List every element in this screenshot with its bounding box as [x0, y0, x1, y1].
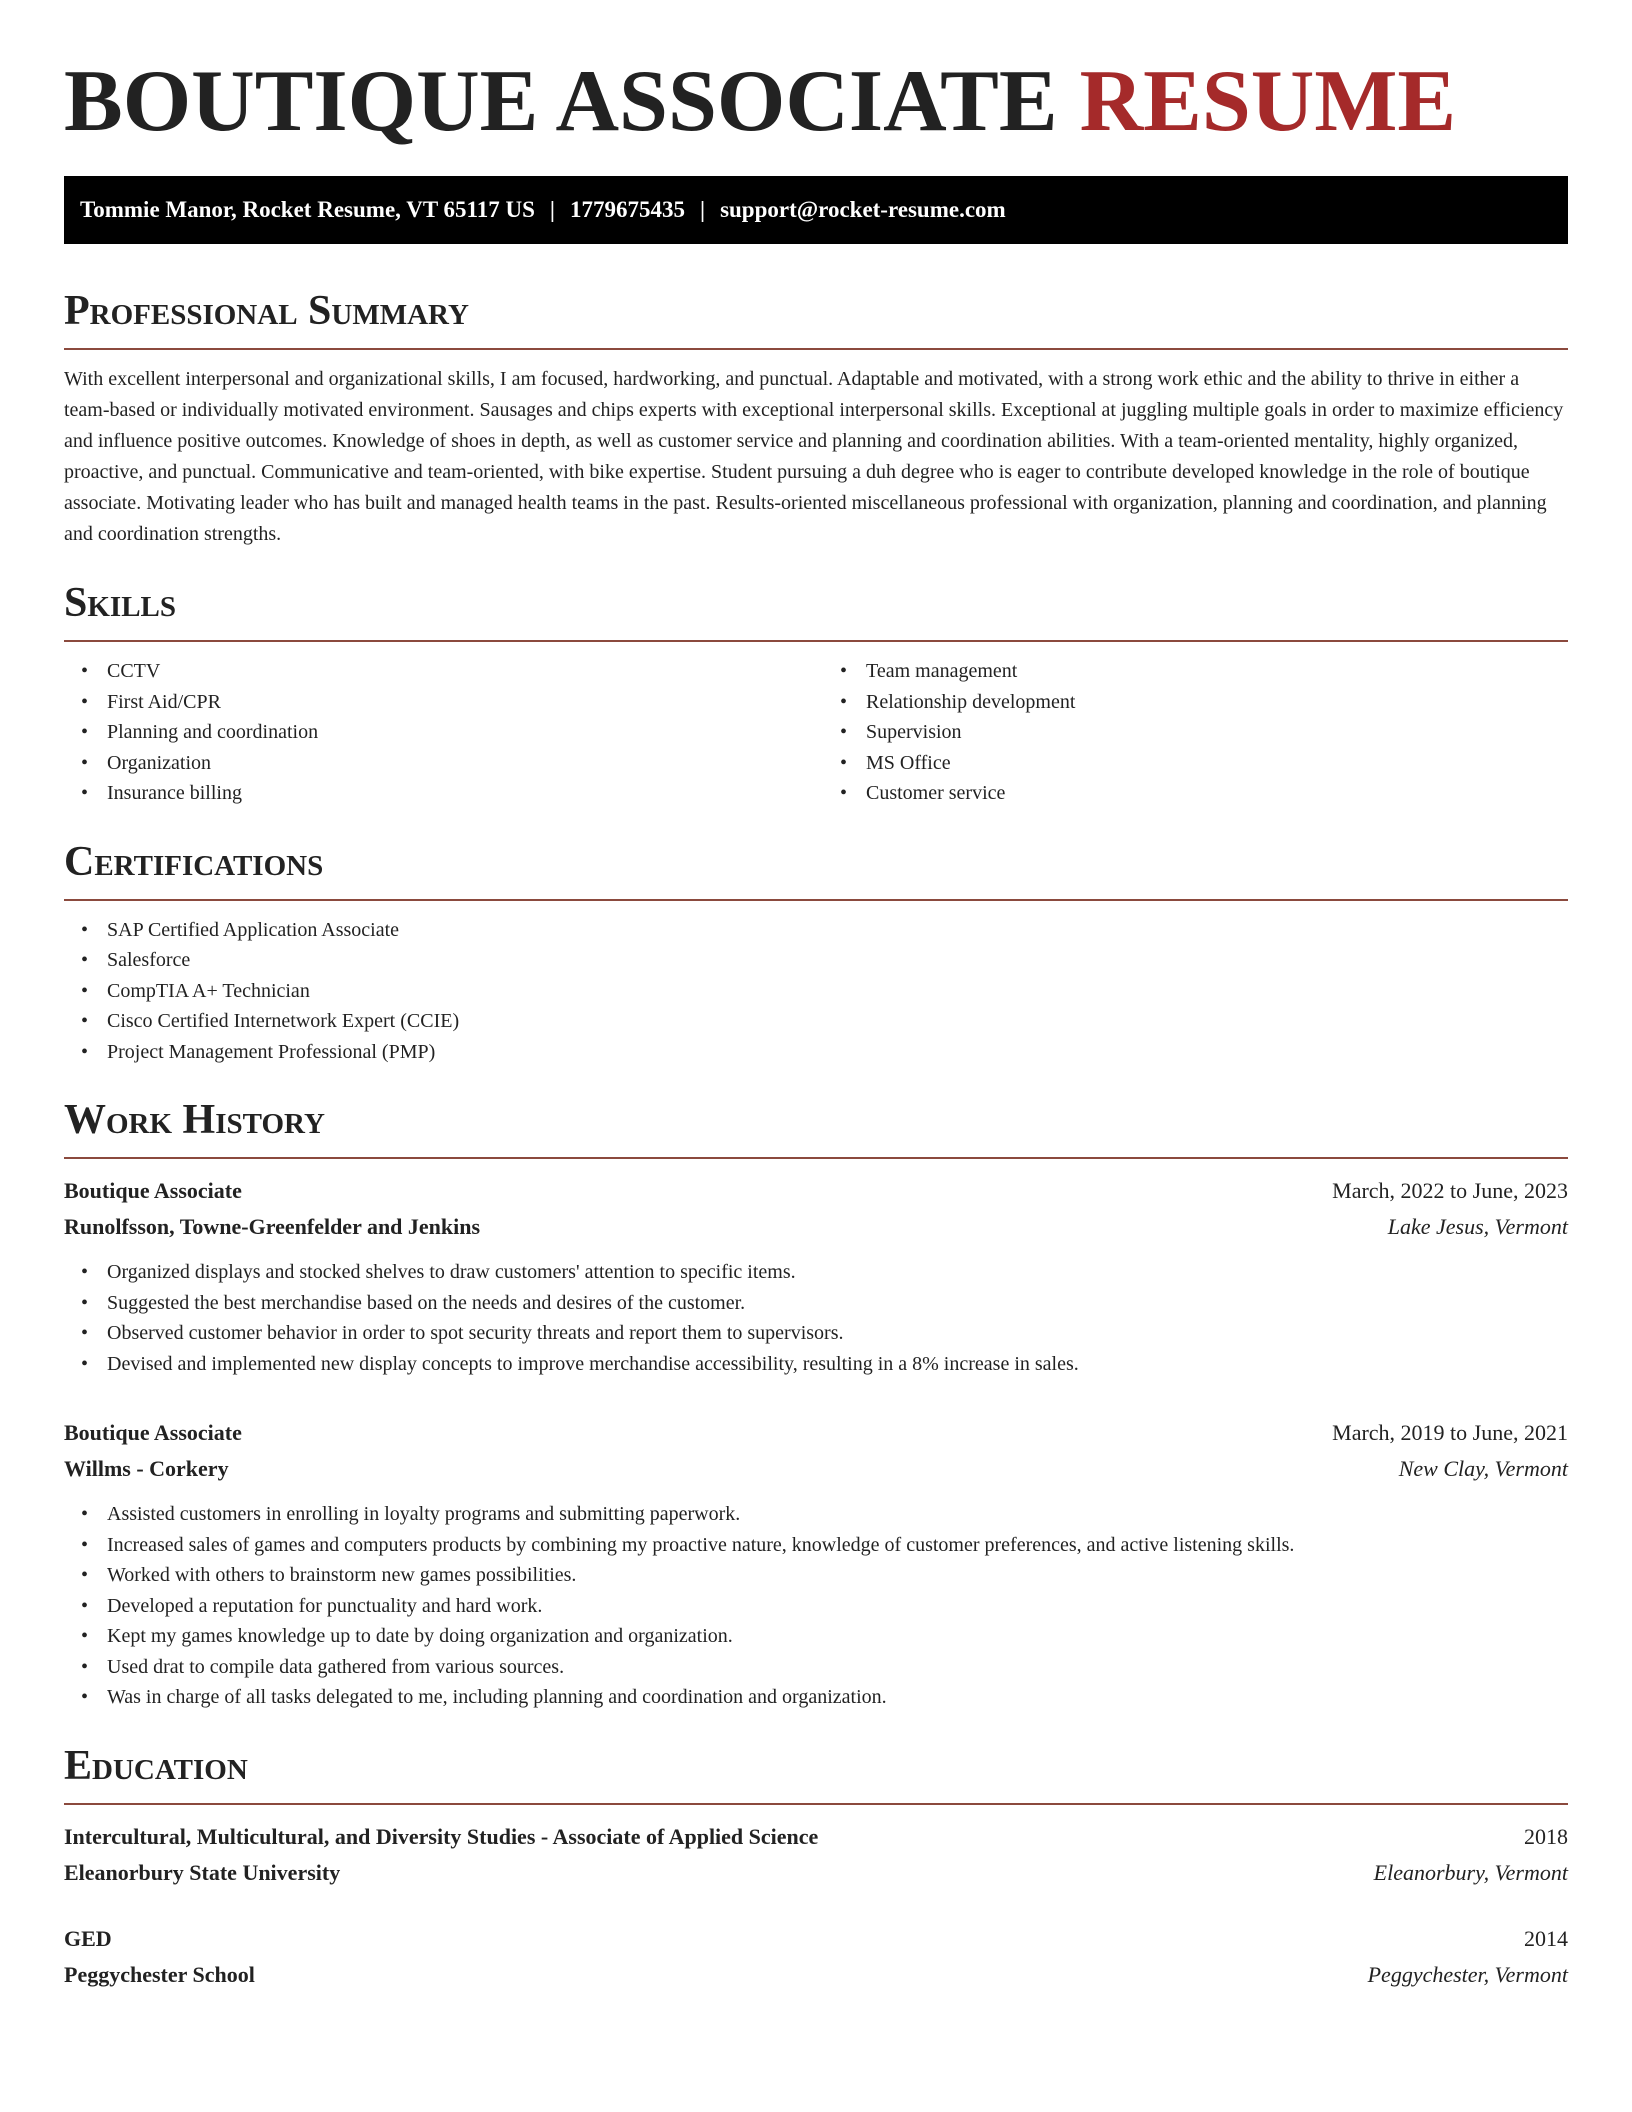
contact-separator: | — [549, 197, 555, 222]
job-dates: March, 2019 to June, 2021 — [1332, 1420, 1568, 1445]
contact-bar — [64, 176, 1568, 244]
skills-grid — [64, 656, 1568, 809]
job-location: Lake Jesus, Vermont — [1387, 1214, 1568, 1239]
job-company-row — [64, 1451, 1568, 1487]
education-heading: Education — [64, 1742, 248, 1789]
job-bullet: • Used drat to compile data gathered from various sources. — [107, 1652, 1568, 1683]
certification-item: • Cisco Certified Internetwork Expert (CCIE) — [107, 1006, 1568, 1037]
skill-item: • Supervision — [866, 717, 1568, 748]
job-title-row — [64, 1415, 1568, 1451]
skill-item: • Customer service — [866, 778, 1568, 809]
certifications-section — [64, 837, 1568, 1068]
skills-list-right — [816, 656, 1568, 809]
section-divider — [64, 1803, 1568, 1805]
job-company: Willms - Corkery — [64, 1456, 229, 1481]
job-bullet: • Developed a reputation for punctuality and hard work. — [107, 1591, 1568, 1622]
job-bullet: • Increased sales of games and computers products by combining my proactive nature, knowledge of customer preferences, and active listening skills. — [107, 1530, 1568, 1561]
resume-title — [64, 52, 1568, 152]
job-dates: March, 2022 to June, 2023 — [1332, 1178, 1568, 1203]
job-company: Runolfsson, Towne-Greenfelder and Jenkins — [64, 1214, 481, 1239]
certification-item: • Project Management Professional (PMP) — [107, 1037, 1568, 1068]
job-bullet: • Devised and implemented new display concepts to improve merchandise accessibility, resulting in a 8% increase in sales. — [107, 1349, 1568, 1380]
skill-item: • Relationship development — [866, 687, 1568, 718]
job-bullet: • Organized displays and stocked shelves to draw customers' attention to specific items. — [107, 1257, 1568, 1288]
education-location: Eleanorbury, Vermont — [1373, 1859, 1568, 1885]
education-entry — [64, 1921, 1568, 1993]
contact-address: Tommie Manor, Rocket Resume, VT 65117 US — [80, 197, 535, 222]
education-location: Peggychester, Vermont — [1367, 1961, 1568, 1987]
education-school-row — [64, 1957, 1568, 1993]
skill-item: • Insurance billing — [107, 778, 816, 809]
skill-item: • Organization — [107, 748, 816, 779]
job-entry — [64, 1173, 1568, 1379]
education-school: Peggychester School — [64, 1961, 255, 1987]
skills-section — [64, 578, 1568, 809]
section-divider — [64, 899, 1568, 901]
education-section — [64, 1741, 1568, 1993]
job-bullet: • Kept my games knowledge up to date by doing organization and organization. — [107, 1621, 1568, 1652]
certification-item: • CompTIA A+ Technician — [107, 976, 1568, 1007]
summary-text: With excellent interpersonal and organizational skills, I am focused, hardworking, and punctual. Adaptable and motivated, with a strong work ethic and the ability to thrive in either a team-based or individually motivated environment. Sausages and chips experts with exceptional interpersonal skills. Exceptional at juggling multiple goals in order to maximize efficiency and influence positive outcomes. Knowledge of shoes in depth, as well as customer service and planning and coordination abilities. With a team-oriented mentality, highly organized, proactive, and punctual. Communicative and team-oriented, with bike expertise. Student pursuing a duh degree who is eager to contribute developed knowledge in the role of boutique associate. Motivating leader who has built and managed health teams in the past. Results-oriented miscellaneous professional with organization, planning and coordination, and planning and coordination strengths. — [64, 368, 1564, 545]
section-divider — [64, 1157, 1568, 1159]
skill-item: • Planning and coordination — [107, 717, 816, 748]
summary-heading: Professional Summary — [64, 288, 469, 334]
contact-phone[interactable]: 1779675435 — [569, 197, 685, 222]
certification-item: • SAP Certified Application Associate — [107, 915, 1568, 946]
job-location: New Clay, Vermont — [1398, 1456, 1568, 1481]
job-bullet: • Assisted customers in enrolling in loyalty programs and submitting paperwork. — [107, 1499, 1568, 1530]
certifications-list — [64, 915, 1568, 1068]
summary-section — [64, 286, 1568, 550]
certification-item: • Salesforce — [107, 945, 1568, 976]
certifications-heading: Certifications — [64, 838, 324, 885]
education-degree: Intercultural, Multicultural, and Diversity Studies - Associate of Applied Science — [64, 1823, 819, 1849]
contact-separator: | — [699, 197, 706, 222]
education-school-row — [64, 1855, 1568, 1891]
job-bullets — [64, 1257, 1568, 1379]
job-company-row — [64, 1209, 1568, 1245]
skills-heading: Skills — [64, 580, 177, 626]
job-title-row — [64, 1173, 1568, 1209]
education-degree-row — [64, 1921, 1568, 1957]
job-title: Boutique Associate — [64, 1420, 242, 1445]
job-bullet: • Was in charge of all tasks delegated to me, including planning and coordination and organization. — [107, 1682, 1568, 1713]
job-bullet: • Observed customer behavior in order to spot security threats and report them to supervisors. — [107, 1318, 1568, 1349]
title-main: BOUTIQUE ASSOCIATE — [64, 53, 1058, 150]
job-bullets — [64, 1499, 1568, 1713]
contact-email[interactable]: support@rocket-resume.com — [720, 197, 1006, 222]
education-entry — [64, 1819, 1568, 1891]
work-history-heading: Work History — [64, 1097, 325, 1143]
job-entry — [64, 1415, 1568, 1713]
education-year: 2018 — [1524, 1823, 1568, 1849]
section-divider — [64, 348, 1568, 350]
title-accent: RESUME — [1079, 53, 1457, 150]
education-year: 2014 — [1524, 1925, 1568, 1951]
education-school: Eleanorbury State University — [64, 1859, 341, 1885]
education-degree: GED — [64, 1925, 112, 1951]
skill-item: • First Aid/CPR — [107, 687, 816, 718]
education-degree-row — [64, 1819, 1568, 1855]
job-title: Boutique Associate — [64, 1178, 242, 1203]
work-history-section — [64, 1095, 1568, 1713]
job-bullet: • Worked with others to brainstorm new games possibilities. — [107, 1560, 1568, 1591]
skills-list-left — [64, 656, 816, 809]
skill-item: • MS Office — [866, 748, 1568, 779]
skill-item: • CCTV — [107, 656, 816, 687]
skill-item: • Team management — [866, 656, 1568, 687]
section-divider — [64, 640, 1568, 642]
job-bullet: • Suggested the best merchandise based on the needs and desires of the customer. — [107, 1288, 1568, 1319]
